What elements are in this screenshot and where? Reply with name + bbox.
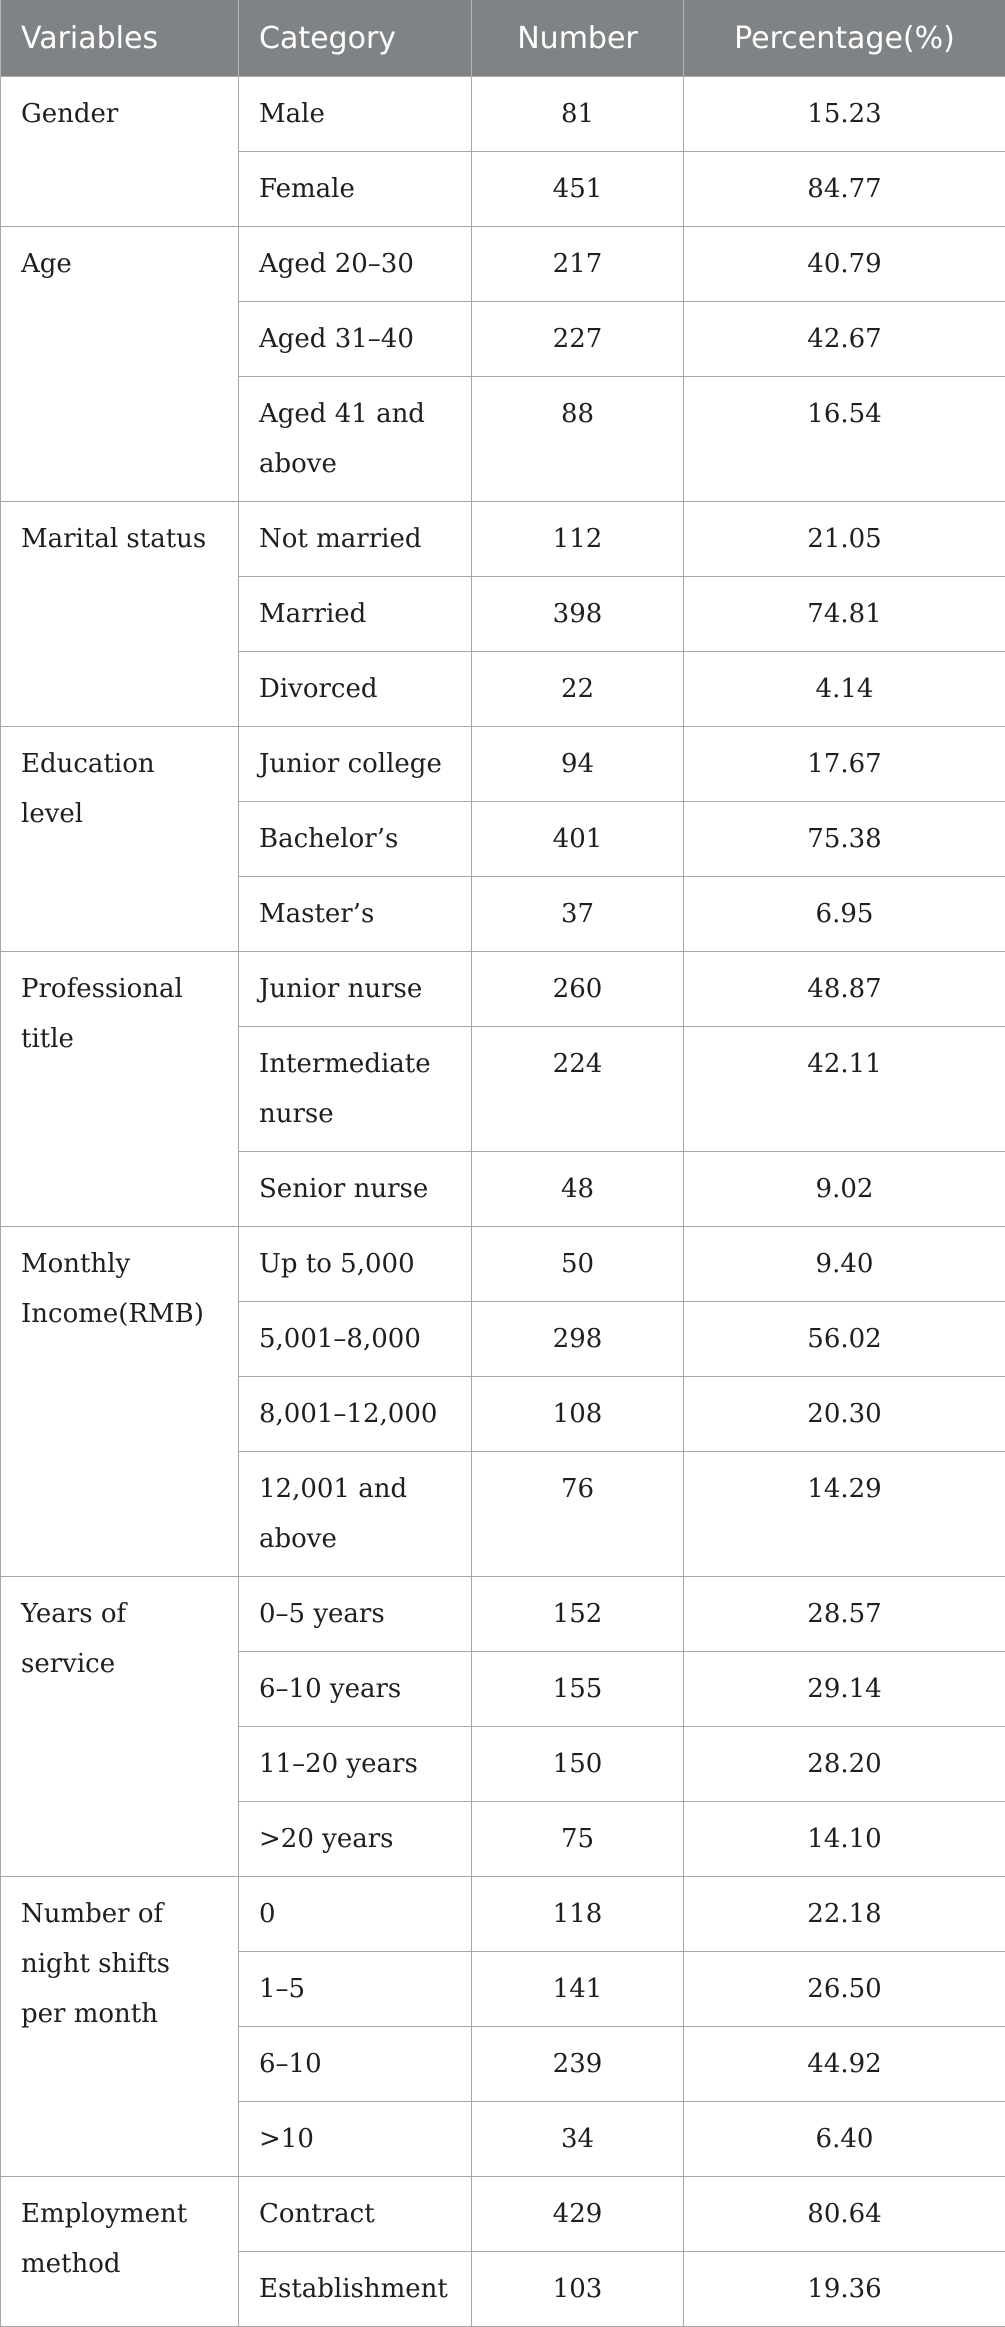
header-category: Category: [239, 0, 472, 77]
category-cell: Senior nurse: [239, 1152, 472, 1227]
percentage-cell: 6.95: [684, 877, 1005, 952]
category-cell: Intermediate nurse: [239, 1027, 472, 1152]
variable-cell: Monthly Income(RMB): [1, 1227, 239, 1577]
table-row: [1, 1577, 1005, 1652]
number-cell: 150: [472, 1727, 684, 1802]
category-cell: Up to 5,000: [239, 1227, 472, 1302]
variable-cell: Age: [1, 227, 239, 502]
table-row: [1, 502, 1005, 577]
percentage-cell: 28.20: [684, 1727, 1005, 1802]
category-cell: 8,001–12,000: [239, 1377, 472, 1452]
category-cell: Not married: [239, 502, 472, 577]
category-cell: Aged 31–40: [239, 302, 472, 377]
number-cell: 224: [472, 1027, 684, 1152]
number-cell: 227: [472, 302, 684, 377]
number-cell: 112: [472, 502, 684, 577]
percentage-cell: 56.02: [684, 1302, 1005, 1377]
category-cell: Aged 20–30: [239, 227, 472, 302]
category-cell: 11–20 years: [239, 1727, 472, 1802]
variable-cell: Employment method: [1, 2177, 239, 2327]
category-cell: 5,001–8,000: [239, 1302, 472, 1377]
category-cell: Married: [239, 577, 472, 652]
number-cell: 75: [472, 1802, 684, 1877]
table-row: [1, 1227, 1005, 1302]
number-cell: 108: [472, 1377, 684, 1452]
percentage-cell: 14.29: [684, 1452, 1005, 1577]
percentage-cell: 75.38: [684, 802, 1005, 877]
number-cell: 298: [472, 1302, 684, 1377]
number-cell: 50: [472, 1227, 684, 1302]
percentage-cell: 15.23: [684, 77, 1005, 152]
header-variables: Variables: [1, 0, 239, 77]
header-number: Number: [472, 0, 684, 77]
table-row: [1, 77, 1005, 152]
number-cell: 81: [472, 77, 684, 152]
percentage-cell: 42.11: [684, 1027, 1005, 1152]
number-cell: 152: [472, 1577, 684, 1652]
table-row: [1, 1877, 1005, 1952]
table-row: [1, 2177, 1005, 2252]
category-cell: Establishment: [239, 2252, 472, 2327]
number-cell: 451: [472, 152, 684, 227]
category-cell: Contract: [239, 2177, 472, 2252]
variable-cell: Professional title: [1, 952, 239, 1227]
category-cell: 6–10 years: [239, 1652, 472, 1727]
percentage-cell: 9.40: [684, 1227, 1005, 1302]
category-cell: 1–5: [239, 1952, 472, 2027]
number-cell: 401: [472, 802, 684, 877]
number-cell: 103: [472, 2252, 684, 2327]
variable-cell: Marital status: [1, 502, 239, 727]
number-cell: 94: [472, 727, 684, 802]
category-cell: Divorced: [239, 652, 472, 727]
variable-cell: Years of service: [1, 1577, 239, 1877]
table-row: [1, 952, 1005, 1027]
percentage-cell: 28.57: [684, 1577, 1005, 1652]
percentage-cell: 29.14: [684, 1652, 1005, 1727]
percentage-cell: 80.64: [684, 2177, 1005, 2252]
category-cell: 0–5 years: [239, 1577, 472, 1652]
number-cell: 260: [472, 952, 684, 1027]
variable-cell: Education level: [1, 727, 239, 952]
percentage-cell: 48.87: [684, 952, 1005, 1027]
percentage-cell: 21.05: [684, 502, 1005, 577]
table-row: [1, 727, 1005, 802]
category-cell: 6–10: [239, 2027, 472, 2102]
percentage-cell: 6.40: [684, 2102, 1005, 2177]
number-cell: 118: [472, 1877, 684, 1952]
percentage-cell: 9.02: [684, 1152, 1005, 1227]
number-cell: 398: [472, 577, 684, 652]
category-cell: Aged 41 and above: [239, 377, 472, 502]
category-cell: 12,001 and above: [239, 1452, 472, 1577]
number-cell: 429: [472, 2177, 684, 2252]
percentage-cell: 14.10: [684, 1802, 1005, 1877]
table-row: [1, 227, 1005, 302]
table-body: [1, 77, 1005, 2327]
table-header: [1, 0, 1005, 77]
percentage-cell: 22.18: [684, 1877, 1005, 1952]
category-cell: Junior college: [239, 727, 472, 802]
number-cell: 141: [472, 1952, 684, 2027]
number-cell: 76: [472, 1452, 684, 1577]
number-cell: 48: [472, 1152, 684, 1227]
category-cell: >20 years: [239, 1802, 472, 1877]
percentage-cell: 26.50: [684, 1952, 1005, 2027]
number-cell: 88: [472, 377, 684, 502]
percentage-cell: 74.81: [684, 577, 1005, 652]
variable-cell: Gender: [1, 77, 239, 227]
percentage-cell: 44.92: [684, 2027, 1005, 2102]
percentage-cell: 40.79: [684, 227, 1005, 302]
number-cell: 22: [472, 652, 684, 727]
percentage-cell: 4.14: [684, 652, 1005, 727]
category-cell: Master’s: [239, 877, 472, 952]
number-cell: 239: [472, 2027, 684, 2102]
number-cell: 34: [472, 2102, 684, 2177]
number-cell: 37: [472, 877, 684, 952]
header-row: [1, 0, 1005, 77]
percentage-cell: 42.67: [684, 302, 1005, 377]
variable-cell: Number of night shifts per month: [1, 1877, 239, 2177]
category-cell: Male: [239, 77, 472, 152]
percentage-cell: 16.54: [684, 377, 1005, 502]
category-cell: Female: [239, 152, 472, 227]
category-cell: Junior nurse: [239, 952, 472, 1027]
number-cell: 217: [472, 227, 684, 302]
number-cell: 155: [472, 1652, 684, 1727]
percentage-cell: 19.36: [684, 2252, 1005, 2327]
category-cell: 0: [239, 1877, 472, 1952]
header-percentage: Percentage(%): [684, 0, 1005, 77]
percentage-cell: 20.30: [684, 1377, 1005, 1452]
percentage-cell: 17.67: [684, 727, 1005, 802]
category-cell: Bachelor’s: [239, 802, 472, 877]
category-cell: >10: [239, 2102, 472, 2177]
percentage-cell: 84.77: [684, 152, 1005, 227]
